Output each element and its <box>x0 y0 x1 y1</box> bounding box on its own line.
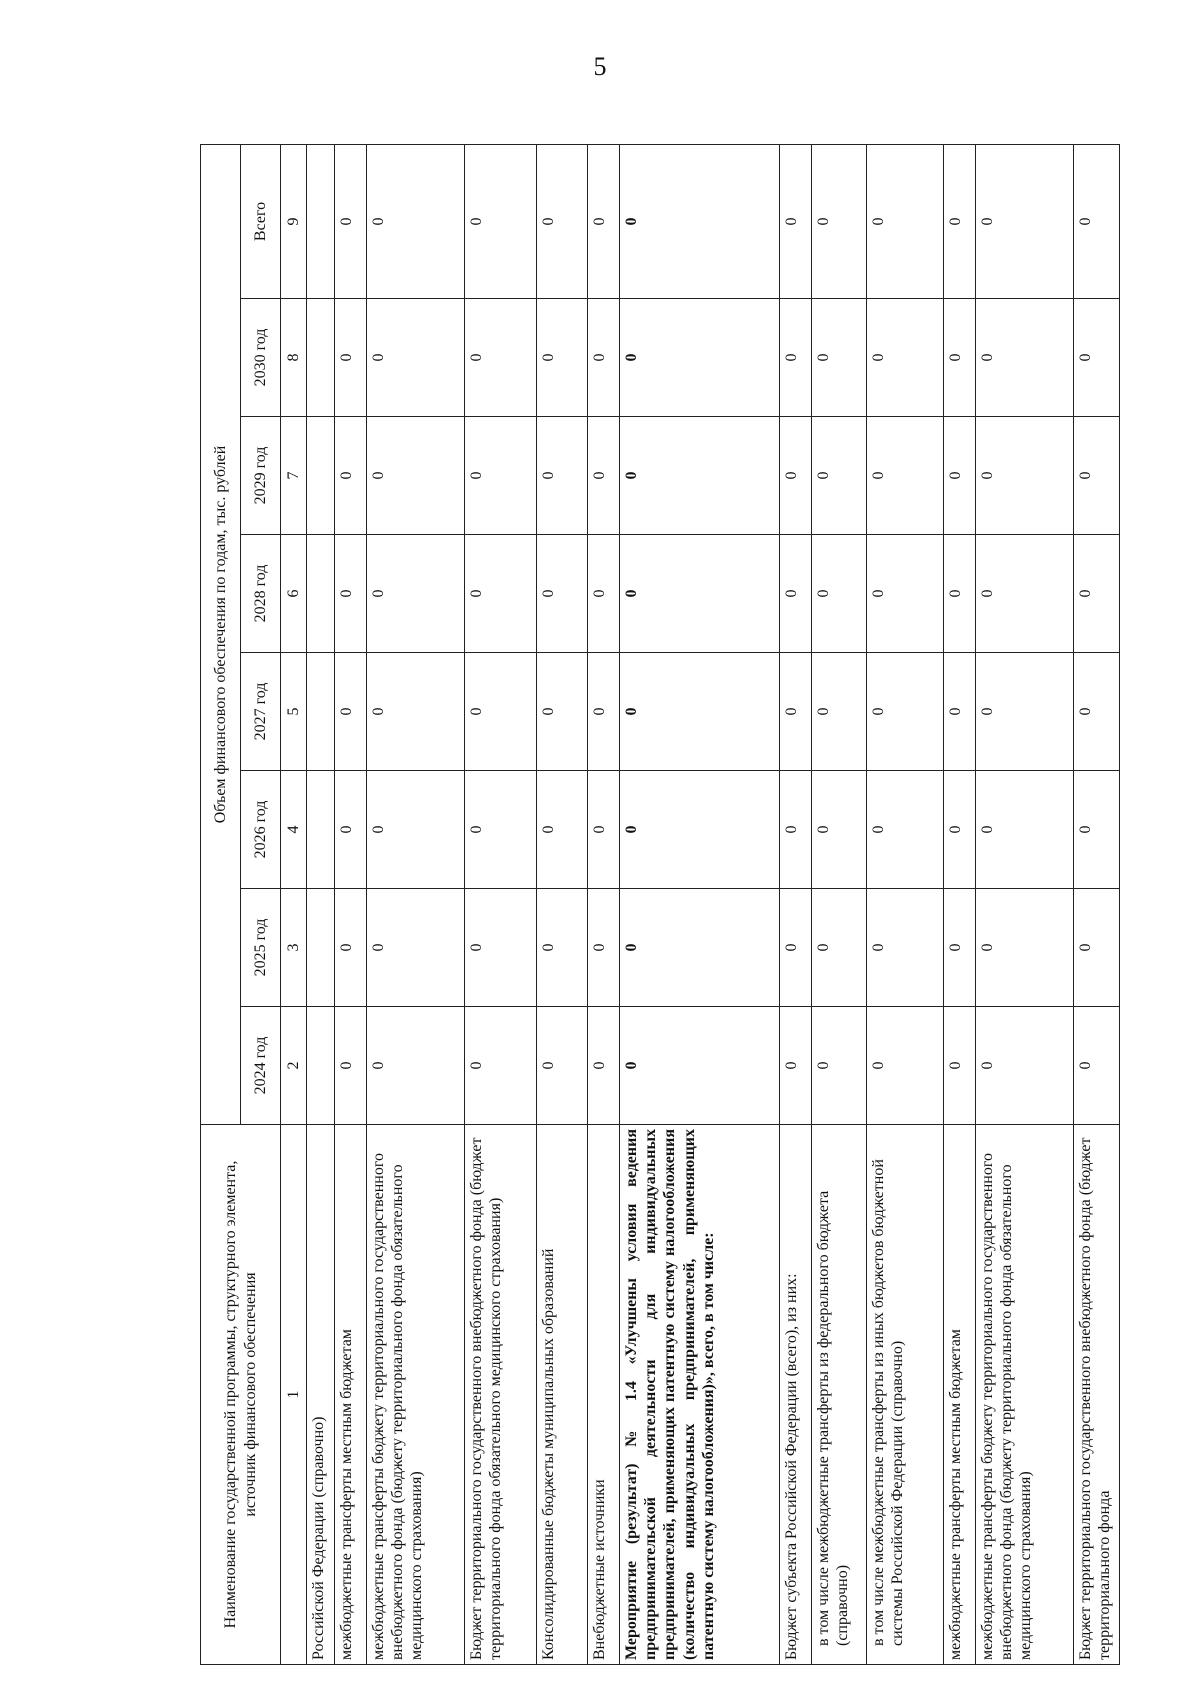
value-cell: 0 <box>464 417 536 535</box>
value-cell: 0 <box>975 144 1073 298</box>
page-number: 5 <box>593 52 607 81</box>
value-cell: 0 <box>1073 771 1119 889</box>
table-body <box>307 144 1120 1664</box>
value-cell: 0 <box>620 771 780 889</box>
value-cell: 0 <box>620 653 780 771</box>
table-row <box>464 144 536 1664</box>
value-cell: 0 <box>366 1007 464 1125</box>
value-cell: 0 <box>366 771 464 889</box>
value-cell: 0 <box>588 417 620 535</box>
value-cell: 0 <box>464 1007 536 1125</box>
value-cell: 0 <box>588 653 620 771</box>
row-label: Бюджет субъекта Российской Федерации (всего), из них: <box>779 1125 811 1665</box>
value-cell: 0 <box>811 889 866 1007</box>
row-label: межбюджетные трансферты бюджету территориального государственного внебюджетного фонда (бюджету территориального фонда обязательного медицинского страхования) <box>366 1125 464 1665</box>
row-label: в том числе межбюджетные трансферты из федерального бюджета (справочно) <box>811 1125 866 1665</box>
value-cell: 0 <box>867 889 944 1007</box>
volume-group-header: Объем финансового обеспечения по годам, тыс. рублей <box>201 144 241 1124</box>
value-cell: 0 <box>811 144 866 298</box>
rotated-table <box>200 145 1120 1665</box>
year-header: 2024 год <box>241 1007 281 1125</box>
value-cell: 0 <box>588 889 620 1007</box>
row-label: Внебюджетные источники <box>588 1125 620 1665</box>
column-number: 4 <box>281 771 307 889</box>
value-cell: 0 <box>537 144 588 298</box>
table-row <box>975 144 1073 1664</box>
value-cell: 0 <box>779 535 811 653</box>
value-cell: 0 <box>366 417 464 535</box>
value-cell: 0 <box>943 535 975 653</box>
row-label: Бюджет территориального государственного внебюджетного фонда (бюджет территориального фонда обязательного медицинского страхования) <box>464 1125 536 1665</box>
value-cell <box>307 535 335 653</box>
value-cell: 0 <box>867 1007 944 1125</box>
row-label: Российской Федерации (справочно) <box>307 1125 335 1665</box>
value-cell: 0 <box>366 144 464 298</box>
value-cell <box>307 299 335 417</box>
value-cell: 0 <box>366 299 464 417</box>
table-row <box>1073 144 1119 1664</box>
value-cell: 0 <box>811 535 866 653</box>
column-number: 2 <box>281 1007 307 1125</box>
value-cell: 0 <box>943 299 975 417</box>
value-cell: 0 <box>620 1007 780 1125</box>
value-cell: 0 <box>464 144 536 298</box>
value-cell: 0 <box>537 417 588 535</box>
value-cell: 0 <box>620 417 780 535</box>
value-cell: 0 <box>811 1007 866 1125</box>
value-cell: 0 <box>779 1007 811 1125</box>
value-cell: 0 <box>943 1007 975 1125</box>
table-container <box>200 145 1120 1665</box>
value-cell: 0 <box>537 535 588 653</box>
table-row <box>867 144 944 1664</box>
value-cell: 0 <box>975 653 1073 771</box>
table-row <box>366 144 464 1664</box>
value-cell <box>307 771 335 889</box>
value-cell: 0 <box>588 771 620 889</box>
table-row <box>588 144 620 1664</box>
value-cell: 0 <box>537 889 588 1007</box>
column-number: 1 <box>281 1125 307 1665</box>
value-cell: 0 <box>464 653 536 771</box>
table-row <box>537 144 588 1664</box>
value-cell: 0 <box>588 1007 620 1125</box>
value-cell: 0 <box>1073 1007 1119 1125</box>
value-cell <box>307 417 335 535</box>
value-cell: 0 <box>811 771 866 889</box>
value-cell: 0 <box>779 144 811 298</box>
value-cell: 0 <box>334 771 366 889</box>
value-cell: 0 <box>620 299 780 417</box>
column-number: 7 <box>281 417 307 535</box>
value-cell: 0 <box>975 889 1073 1007</box>
value-cell: 0 <box>975 771 1073 889</box>
value-cell: 0 <box>537 653 588 771</box>
value-cell: 0 <box>464 535 536 653</box>
value-cell: 0 <box>366 535 464 653</box>
year-header: 2028 год <box>241 535 281 653</box>
value-cell <box>307 1007 335 1125</box>
row-label: межбюджетные трансферты местным бюджетам <box>334 1125 366 1665</box>
value-cell: 0 <box>334 144 366 298</box>
value-cell: 0 <box>366 653 464 771</box>
table-row <box>811 144 866 1664</box>
column-number: 6 <box>281 535 307 653</box>
year-header: 2027 год <box>241 653 281 771</box>
value-cell: 0 <box>975 299 1073 417</box>
table-row <box>943 144 975 1664</box>
value-cell: 0 <box>1073 535 1119 653</box>
value-cell: 0 <box>867 417 944 535</box>
value-cell: 0 <box>811 299 866 417</box>
value-cell: 0 <box>1073 417 1119 535</box>
row-label: в том числе межбюджетные трансферты из иных бюджетов бюджетной системы Российской Федерации (справочно) <box>867 1125 944 1665</box>
value-cell: 0 <box>334 1007 366 1125</box>
value-cell: 0 <box>867 144 944 298</box>
value-cell: 0 <box>334 889 366 1007</box>
column-number: 8 <box>281 299 307 417</box>
value-cell: 0 <box>588 535 620 653</box>
value-cell: 0 <box>334 417 366 535</box>
value-cell: 0 <box>588 299 620 417</box>
value-cell: 0 <box>1073 653 1119 771</box>
table-row <box>307 144 335 1664</box>
value-cell: 0 <box>943 144 975 298</box>
value-cell: 0 <box>867 535 944 653</box>
table-row <box>334 144 366 1664</box>
value-cell: 0 <box>943 653 975 771</box>
value-cell: 0 <box>1073 144 1119 298</box>
column-number: 5 <box>281 653 307 771</box>
value-cell: 0 <box>464 889 536 1007</box>
value-cell: 0 <box>620 889 780 1007</box>
value-cell: 0 <box>537 299 588 417</box>
value-cell <box>307 889 335 1007</box>
value-cell: 0 <box>537 771 588 889</box>
year-header: 2025 год <box>241 889 281 1007</box>
value-cell: 0 <box>1073 299 1119 417</box>
value-cell <box>307 653 335 771</box>
value-cell: 0 <box>943 889 975 1007</box>
value-cell: 0 <box>620 535 780 653</box>
name-column-header: Наименование государственной программы, структурного элемента, источник финансового обеспечения <box>201 1125 281 1665</box>
financing-table <box>200 144 1120 1665</box>
table-row <box>620 144 780 1664</box>
table-row <box>779 144 811 1664</box>
value-cell: 0 <box>867 299 944 417</box>
value-cell: 0 <box>779 299 811 417</box>
value-cell: 0 <box>334 535 366 653</box>
value-cell: 0 <box>975 1007 1073 1125</box>
value-cell: 0 <box>537 1007 588 1125</box>
year-header: 2026 год <box>241 771 281 889</box>
value-cell: 0 <box>464 771 536 889</box>
year-header: 2030 год <box>241 299 281 417</box>
value-cell: 0 <box>943 417 975 535</box>
value-cell: 0 <box>366 889 464 1007</box>
value-cell: 0 <box>334 299 366 417</box>
value-cell: 0 <box>588 144 620 298</box>
value-cell: 0 <box>1073 889 1119 1007</box>
value-cell: 0 <box>334 653 366 771</box>
year-header: Всего <box>241 144 281 298</box>
value-cell <box>307 144 335 298</box>
value-cell: 0 <box>811 417 866 535</box>
column-number-row <box>281 144 307 1664</box>
value-cell: 0 <box>867 653 944 771</box>
row-label: Мероприятие (результат) № 1.4 «Улучшены условия ведения предпринимательской деятельности для индивидуальных предпринимателей, применяющих патентную систему налогообложения (количество индивидуальных предпринимателей, применяющих патентную систему налогообложения)», всего, в том числе: <box>620 1125 780 1665</box>
row-label: межбюджетные трансферты местным бюджетам <box>943 1125 975 1665</box>
column-number: 3 <box>281 889 307 1007</box>
row-label: межбюджетные трансферты бюджету территориального государственного внебюджетного фонда (бюджету территориального фонда обязательного медицинского страхования) <box>975 1125 1073 1665</box>
value-cell: 0 <box>779 417 811 535</box>
row-label: Консолидированные бюджеты муниципальных образований <box>537 1125 588 1665</box>
value-cell: 0 <box>464 299 536 417</box>
value-cell: 0 <box>779 653 811 771</box>
year-header: 2029 год <box>241 417 281 535</box>
value-cell: 0 <box>779 889 811 1007</box>
value-cell: 0 <box>943 771 975 889</box>
column-number: 9 <box>281 144 307 298</box>
value-cell: 0 <box>975 417 1073 535</box>
value-cell: 0 <box>975 535 1073 653</box>
value-cell: 0 <box>867 771 944 889</box>
value-cell: 0 <box>620 144 780 298</box>
value-cell: 0 <box>811 653 866 771</box>
row-label: Бюджет территориального государственного внебюджетного фонда (бюджет территориального фонда <box>1073 1125 1119 1665</box>
value-cell: 0 <box>779 771 811 889</box>
